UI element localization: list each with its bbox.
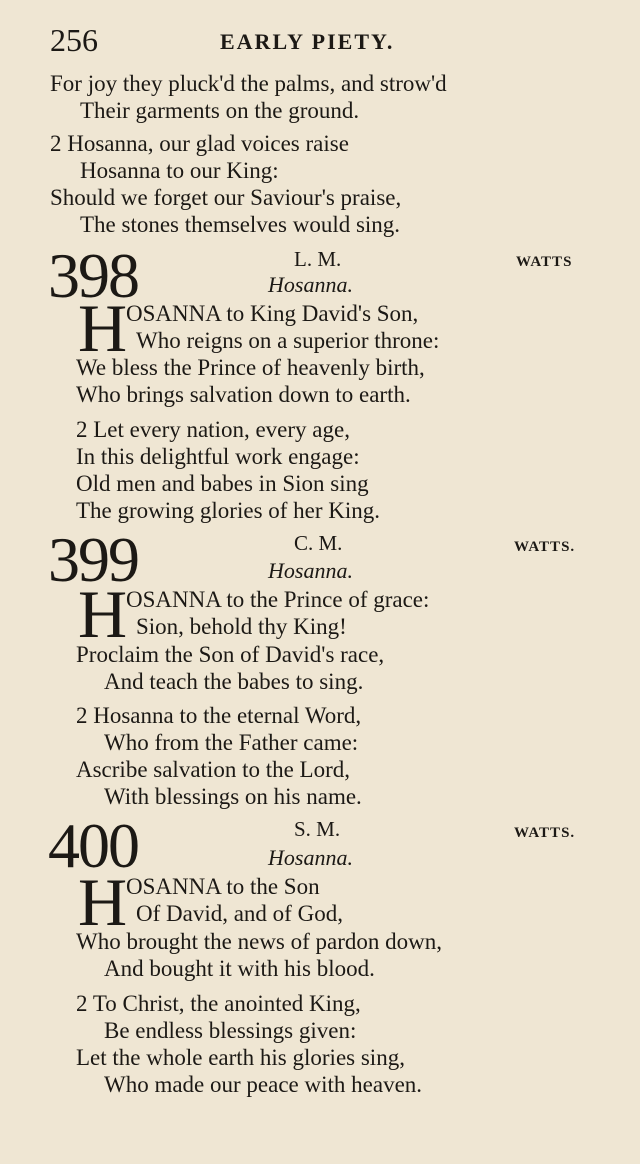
verse-line: And teach the babes to sing. [104,669,364,694]
verse-line: Be endless blessings given: [104,1018,357,1043]
verse-line: Who made our peace with heaven. [104,1072,423,1097]
verse-line: Old men and babes in Sion sing [76,471,369,496]
drop-cap: H [78,576,128,652]
verse-line: And bought it with his blood. [104,956,375,981]
hymn-author: WATTS. [514,539,576,555]
verse-line: Sion, behold thy King! [136,614,347,639]
verse-line: 2 Let every nation, every age, [76,417,350,442]
verse-line: Ascribe salvation to the Lord, [76,757,351,782]
verse-line: For joy they pluck'd the palms, and strow'd [50,71,447,96]
verse-line-first: OSANNA to the Son [126,874,320,899]
verse-line: In this delightful work engage: [76,444,360,469]
verse-line: Should we forget our Saviour's praise, [50,185,402,210]
hymn-title: Hosanna. [268,845,353,870]
verse-line: Proclaim the Son of David's race, [76,642,385,667]
verse-line: Who brought the news of pardon down, [76,929,443,954]
verse-line: Who brings salvation down to earth. [76,382,411,407]
verse-line: Hosanna to our King: [80,158,279,183]
hymn-author: WATTS. [514,825,576,841]
verse-line: Their garments on the ground. [80,98,360,123]
verse-line: We bless the Prince of heavenly birth, [76,355,425,380]
hymn-meter: C. M. [294,531,343,555]
hymn-number: 399 [48,524,138,595]
verse-line: The growing glories of her King. [76,498,381,523]
running-head: EARLY PIETY. [220,29,395,54]
drop-cap: H [78,864,128,940]
hymn-title: Hosanna. [268,558,353,583]
verse-line: 2 Hosanna, our glad voices raise [50,131,349,156]
verse-line: Who reigns on a superior throne: [136,328,440,353]
verse-line-first: OSANNA to the Prince of grace: [126,587,430,612]
verse-line: Who from the Father came: [104,730,359,755]
verse-line: With blessings on his name. [104,784,362,809]
hymn-meter: L. M. [294,247,342,271]
hymn-meter: S. M. [294,817,341,841]
hymn-number: 398 [48,240,138,311]
drop-cap: H [78,290,128,366]
verse-line: Of David, and of God, [136,901,343,926]
page-number: 256 [50,22,98,58]
verse-line: The stones themselves would sing. [80,212,401,237]
verse-line: Let the whole earth his glories sing, [76,1045,405,1070]
hymn-number: 400 [48,810,138,881]
page-header [50,22,610,58]
verse-line: 2 To Christ, the anointed King, [76,991,361,1016]
hymn-title: Hosanna. [268,272,353,297]
hymn-author: WATTS [516,254,573,270]
verse-line: 2 Hosanna to the eternal Word, [76,703,362,728]
verse-line-first: OSANNA to King David's Son, [126,301,419,326]
